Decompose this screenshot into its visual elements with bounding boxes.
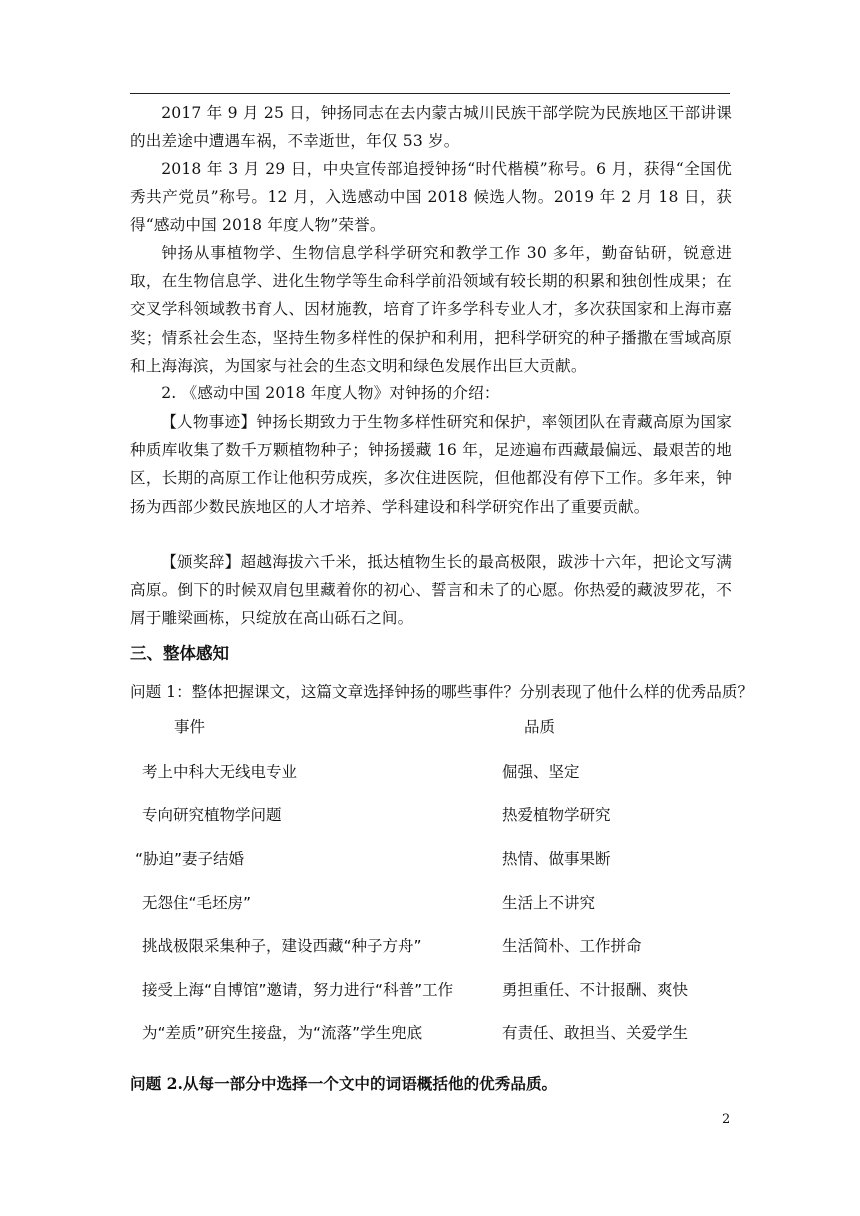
page-number: 2 bbox=[722, 1112, 731, 1127]
table-cell-quality: 热爱植物学研究 bbox=[502, 806, 611, 824]
table-cell-quality: 倔强、坚定 bbox=[502, 763, 580, 781]
paragraph-honors: 2018 年 3 月 29 日，中央宣传部追授钟扬“时代楷模”称号。6 月，获得“全国优秀共产党员”称号。12 月，入选感动中国 2018 候选人物。2019 年 2 月 18 日，获得“感动中国 2018 年度人物”荣誉。 bbox=[130, 160, 732, 235]
header-rule bbox=[130, 93, 730, 94]
question-2: 问题 2.从每一部分中选择一个文中的词语概括他的优秀品质。 bbox=[130, 1074, 558, 1093]
section-heading: 三、整体感知 bbox=[130, 644, 229, 663]
table-cell-quality: 有责任、敢担当、关爱学生 bbox=[502, 1024, 689, 1042]
table-cell-event: 为“差质”研究生接盘，为“流落”学生兜底 bbox=[142, 1024, 423, 1042]
paragraph-deeds: 【人物事迹】钟扬长期致力于生物多样性研究和保护，率领团队在青藏高原为国家种质库收集了数千万颗植物种子；钟扬援藏 16 年，足迹遍布西藏最偏远、最艰苦的地区，长期的高原工作让他积劳成疾，多次住进医院，但他都没有停下工作。多年来，钟扬为西部少数民族地区的人才培养、学科建设和科学研究作出了重要贡献。 bbox=[130, 413, 732, 516]
table-cell-event: 接受上海“自博馆”邀请，努力进行“科普”工作 bbox=[142, 981, 454, 999]
paragraph-contributions: 钟扬从事植物学、生物信息学科学研究和教学工作 30 多年，勤奋钻研，锐意进取，在生物信息学、进化生物学等生命科学前沿领域有较长期的积累和独创性成果；在交叉学科领域教书育人、因材施教，培育了许多学科专业人才，多次获国家和上海市嘉奖；情系社会生态，坚持生物多样性的保护和利用，把科学研究的种子播撒在雪域高原和上海海滨，为国家与社会的生态文明和绿色发展作出巨大贡献。 bbox=[130, 244, 732, 375]
table-cell-quality: 生活上不讲究 bbox=[502, 894, 596, 912]
table-cell-quality: 生活简朴、工作拼命 bbox=[502, 937, 642, 955]
table-header-event: 事件 bbox=[174, 718, 206, 736]
table-cell-event: “胁迫”妻子结婚 bbox=[135, 850, 245, 868]
question-1: 问题 1：整体把握课文，这篇文章选择钟扬的哪些事件？分别表现了他什么样的优秀品质？ bbox=[130, 683, 754, 701]
paragraph-award-speech: 【颁奖辞】超越海拔六千米，抵达植物生长的最高极限，跋涉十六年，把论文写满高原。倒下的时候双肩包里藏着你的初心、誓言和未了的心愿。你热爱的藏波罗花，不屑于雕梁画栋，只绽放在高山砾石之间。 bbox=[130, 553, 732, 628]
table-cell-event: 考上中科大无线电专业 bbox=[142, 763, 298, 781]
table-cell-event: 无怨住“毛坯房” bbox=[142, 894, 252, 912]
paragraph-intro-heading: 2. 《感动中国 2018 年度人物》对钟扬的介绍： bbox=[161, 384, 500, 402]
table-cell-quality: 热情、做事果断 bbox=[502, 850, 611, 868]
table-cell-event: 挑战极限采集种子，建设西藏“种子方舟” bbox=[142, 937, 422, 955]
table-header-quality: 品质 bbox=[524, 718, 556, 736]
table-cell-quality: 勇担重任、不计报酬、爽快 bbox=[502, 981, 689, 999]
table-cell-event: 专向研究植物学问题 bbox=[142, 806, 282, 824]
paragraph-death: 2017 年 9 月 25 日，钟扬同志在去内蒙古城川民族干部学院为民族地区干部讲课的出差途中遭遇车祸，不幸逝世，年仅 53 岁。 bbox=[130, 104, 732, 151]
